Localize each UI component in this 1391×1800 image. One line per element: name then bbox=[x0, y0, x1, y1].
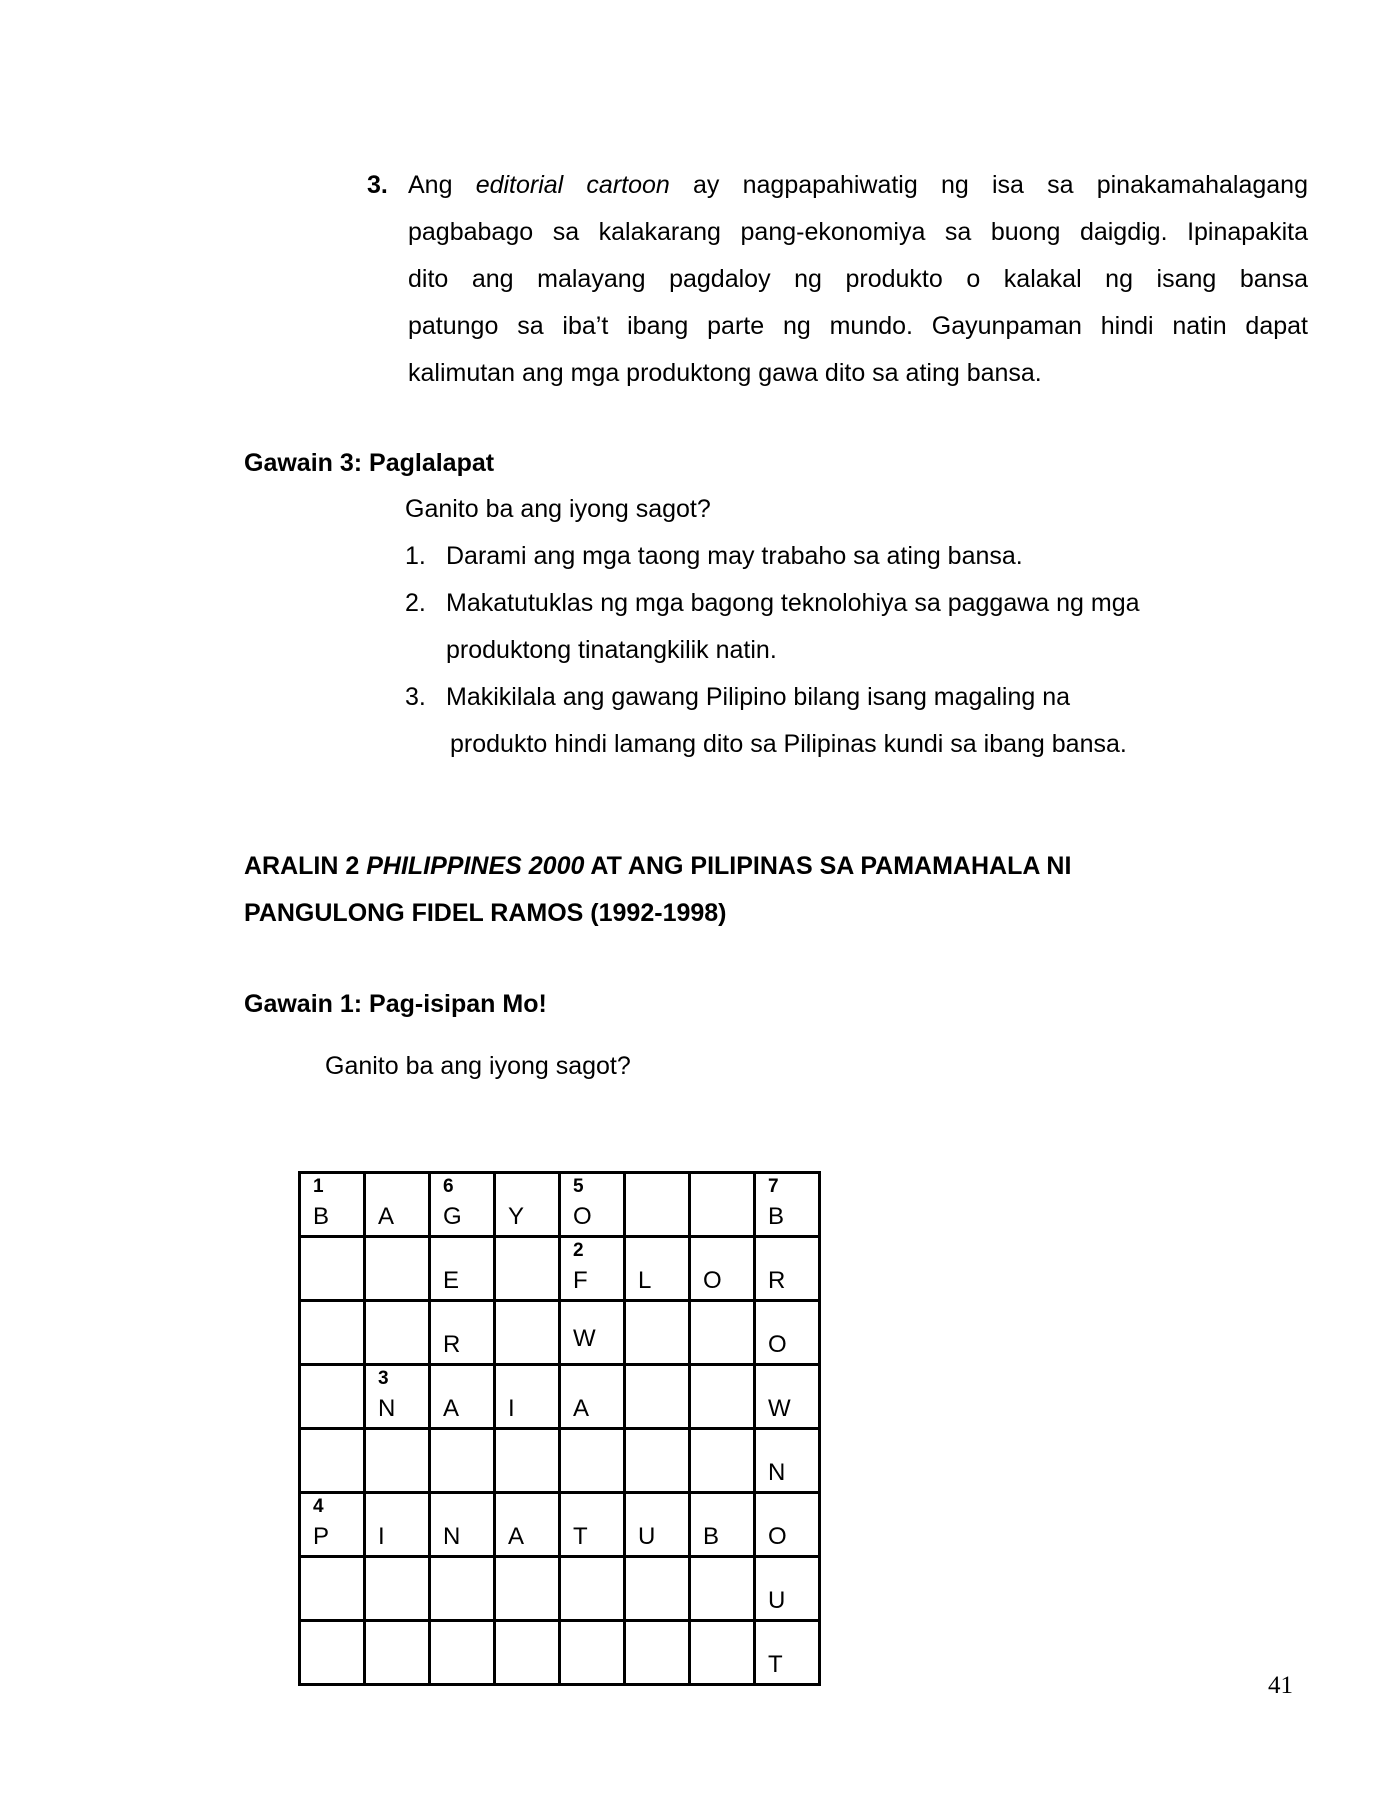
list-item bbox=[405, 674, 1140, 721]
gawain-3-prompt: Ganito ba ang iyong sagot? bbox=[405, 495, 711, 523]
crossword-cell bbox=[691, 1558, 756, 1622]
crossword-cell bbox=[626, 1494, 691, 1558]
crossword-cell bbox=[496, 1174, 561, 1238]
crossword-cell bbox=[366, 1366, 431, 1430]
crossword-cell bbox=[691, 1302, 756, 1366]
answer-letter: N bbox=[768, 1459, 786, 1486]
crossword-cell bbox=[496, 1238, 561, 1302]
crossword-cell bbox=[561, 1430, 626, 1494]
clue-number: 5 bbox=[573, 1176, 584, 1197]
paragraph-number: 3. bbox=[367, 171, 388, 199]
paragraph-3 bbox=[408, 162, 1308, 397]
crossword-cell bbox=[431, 1494, 496, 1558]
crossword-cell bbox=[756, 1558, 821, 1622]
answer-letter: A bbox=[508, 1523, 525, 1550]
crossword-cell bbox=[301, 1430, 366, 1494]
answer-letter: E bbox=[443, 1267, 460, 1294]
answer-letter: B bbox=[313, 1203, 330, 1230]
crossword-cell bbox=[366, 1622, 431, 1686]
answer-letter: A bbox=[573, 1395, 590, 1422]
crossword-cell bbox=[366, 1174, 431, 1238]
crossword-cell bbox=[561, 1366, 626, 1430]
answer-letter: U bbox=[638, 1523, 656, 1550]
page-number: 41 bbox=[1268, 1672, 1293, 1699]
list-item-text: Darami ang mga taong may trabaho sa ating bansa. bbox=[446, 542, 1023, 570]
answer-letter: N bbox=[443, 1523, 461, 1550]
paragraph-line: patungo sa iba’t ibang parte ng mundo. Gayunpaman hindi natin dapat bbox=[408, 312, 1308, 340]
answer-letter: U bbox=[768, 1587, 786, 1614]
lesson-title bbox=[244, 843, 1071, 937]
crossword-cell bbox=[301, 1238, 366, 1302]
paragraph-line: kalimutan ang mga produktong gawa dito sa ating bansa. bbox=[408, 359, 1042, 387]
crossword-cell bbox=[691, 1494, 756, 1558]
crossword-cell bbox=[431, 1238, 496, 1302]
answer-letter: Y bbox=[508, 1203, 525, 1230]
crossword-cell bbox=[496, 1302, 561, 1366]
crossword-cell bbox=[301, 1622, 366, 1686]
answer-letter: L bbox=[638, 1267, 652, 1294]
answer-letter: O bbox=[768, 1523, 787, 1550]
answer-letter: W bbox=[768, 1395, 791, 1422]
crossword-cell bbox=[431, 1430, 496, 1494]
answer-letter: B bbox=[768, 1203, 785, 1230]
list-item bbox=[405, 580, 1140, 627]
crossword-cell bbox=[561, 1494, 626, 1558]
crossword-grid bbox=[298, 1171, 821, 1686]
crossword-cell bbox=[756, 1302, 821, 1366]
crossword-cell bbox=[756, 1174, 821, 1238]
section-heading-gawain-1: Gawain 1: Pag-isipan Mo! bbox=[244, 990, 547, 1018]
list-item-number: 1. bbox=[405, 542, 426, 570]
crossword-cell bbox=[496, 1494, 561, 1558]
paragraph-line: dito ang malayang pagdaloy ng produkto o kalakal ng isang bansa bbox=[408, 265, 1308, 293]
answer-letter: P bbox=[313, 1523, 330, 1550]
crossword-cell bbox=[431, 1558, 496, 1622]
list-item-continuation: produkto hindi lamang dito sa Pilipinas kundi sa ibang bansa. bbox=[450, 730, 1127, 758]
crossword-cell bbox=[301, 1366, 366, 1430]
answer-letter: I bbox=[378, 1523, 385, 1550]
crossword-cell bbox=[366, 1494, 431, 1558]
clue-number: 3 bbox=[378, 1368, 389, 1389]
crossword-cell bbox=[366, 1238, 431, 1302]
lesson-title-emphasis: PHILIPPINES 2000 bbox=[366, 852, 585, 880]
answer-letter: W bbox=[573, 1325, 596, 1352]
crossword-cell bbox=[626, 1558, 691, 1622]
crossword-cell bbox=[561, 1558, 626, 1622]
crossword-cell bbox=[626, 1430, 691, 1494]
answer-letter: B bbox=[703, 1523, 720, 1550]
list-item bbox=[405, 533, 1140, 580]
crossword-cell bbox=[626, 1622, 691, 1686]
answer-letter: R bbox=[768, 1267, 786, 1294]
crossword-cell bbox=[626, 1238, 691, 1302]
answer-letter: T bbox=[573, 1523, 588, 1550]
paragraph-line: Ang editorial cartoon ay nagpapahiwatig ng isa sa pinakamahalagang bbox=[408, 171, 1308, 199]
crossword-cell bbox=[366, 1430, 431, 1494]
crossword-cell bbox=[561, 1238, 626, 1302]
crossword-cell bbox=[431, 1366, 496, 1430]
crossword-cell bbox=[691, 1622, 756, 1686]
list-item-number: 3. bbox=[405, 683, 426, 711]
answer-letter: R bbox=[443, 1331, 461, 1358]
crossword-cell bbox=[496, 1558, 561, 1622]
crossword-cell bbox=[366, 1558, 431, 1622]
emphasis-editorial-cartoon: editorial cartoon bbox=[475, 171, 670, 199]
crossword-cell bbox=[431, 1302, 496, 1366]
crossword-cell bbox=[301, 1558, 366, 1622]
crossword-cell bbox=[496, 1622, 561, 1686]
answer-letter: A bbox=[443, 1395, 460, 1422]
crossword-cell bbox=[561, 1622, 626, 1686]
crossword-cell bbox=[431, 1174, 496, 1238]
crossword-cell bbox=[756, 1366, 821, 1430]
gawain-3-answer-list bbox=[405, 533, 1140, 768]
crossword-cell bbox=[626, 1366, 691, 1430]
crossword-cell bbox=[626, 1174, 691, 1238]
crossword-cell bbox=[691, 1238, 756, 1302]
crossword-cell bbox=[691, 1174, 756, 1238]
answer-letter: N bbox=[378, 1395, 396, 1422]
crossword-cell bbox=[561, 1174, 626, 1238]
crossword-cell bbox=[626, 1302, 691, 1366]
answer-letter: A bbox=[378, 1203, 395, 1230]
clue-number: 1 bbox=[313, 1176, 324, 1197]
crossword-cell bbox=[756, 1430, 821, 1494]
clue-number: 7 bbox=[768, 1176, 779, 1197]
answer-letter: T bbox=[768, 1651, 783, 1678]
lesson-title-line-2: PANGULONG FIDEL RAMOS (1992-1998) bbox=[244, 899, 727, 927]
crossword-cell bbox=[756, 1494, 821, 1558]
answer-letter: O bbox=[573, 1203, 592, 1230]
clue-number: 4 bbox=[313, 1496, 324, 1517]
answer-letter: F bbox=[573, 1267, 588, 1294]
crossword-cell bbox=[756, 1238, 821, 1302]
section-heading-gawain-3: Gawain 3: Paglalapat bbox=[244, 449, 495, 477]
crossword-cell bbox=[301, 1174, 366, 1238]
crossword-cell bbox=[431, 1622, 496, 1686]
list-item-number: 2. bbox=[405, 589, 426, 617]
crossword-cell bbox=[366, 1302, 431, 1366]
crossword-cell bbox=[496, 1430, 561, 1494]
clue-number: 6 bbox=[443, 1176, 454, 1197]
lesson-title-line-1: ARALIN 2 PHILIPPINES 2000 AT ANG PILIPINAS SA PAMAMAHALA NI bbox=[244, 852, 1072, 880]
answer-letter: O bbox=[703, 1267, 722, 1294]
crossword-cell bbox=[691, 1430, 756, 1494]
list-item-continuation: produktong tinatangkilik natin. bbox=[446, 636, 777, 664]
crossword-cell bbox=[756, 1622, 821, 1686]
answer-letter: G bbox=[443, 1203, 462, 1230]
clue-number: 2 bbox=[573, 1240, 584, 1261]
paragraph-line: pagbabago sa kalakarang pang-ekonomiya sa buong daigdig. Ipinapakita bbox=[408, 218, 1308, 246]
list-item-text: Makikilala ang gawang Pilipino bilang isang magaling na bbox=[446, 683, 1071, 711]
gawain-1-prompt: Ganito ba ang iyong sagot? bbox=[325, 1052, 631, 1080]
crossword-cell bbox=[301, 1302, 366, 1366]
answer-letter: O bbox=[768, 1331, 787, 1358]
list-item-text: Makatutuklas ng mga bagong teknolohiya sa paggawa ng mga bbox=[446, 589, 1140, 617]
answer-letter: I bbox=[508, 1395, 515, 1422]
crossword-cell bbox=[496, 1366, 561, 1430]
crossword-cell bbox=[561, 1302, 626, 1366]
crossword-cell bbox=[301, 1494, 366, 1558]
crossword-cell bbox=[691, 1366, 756, 1430]
